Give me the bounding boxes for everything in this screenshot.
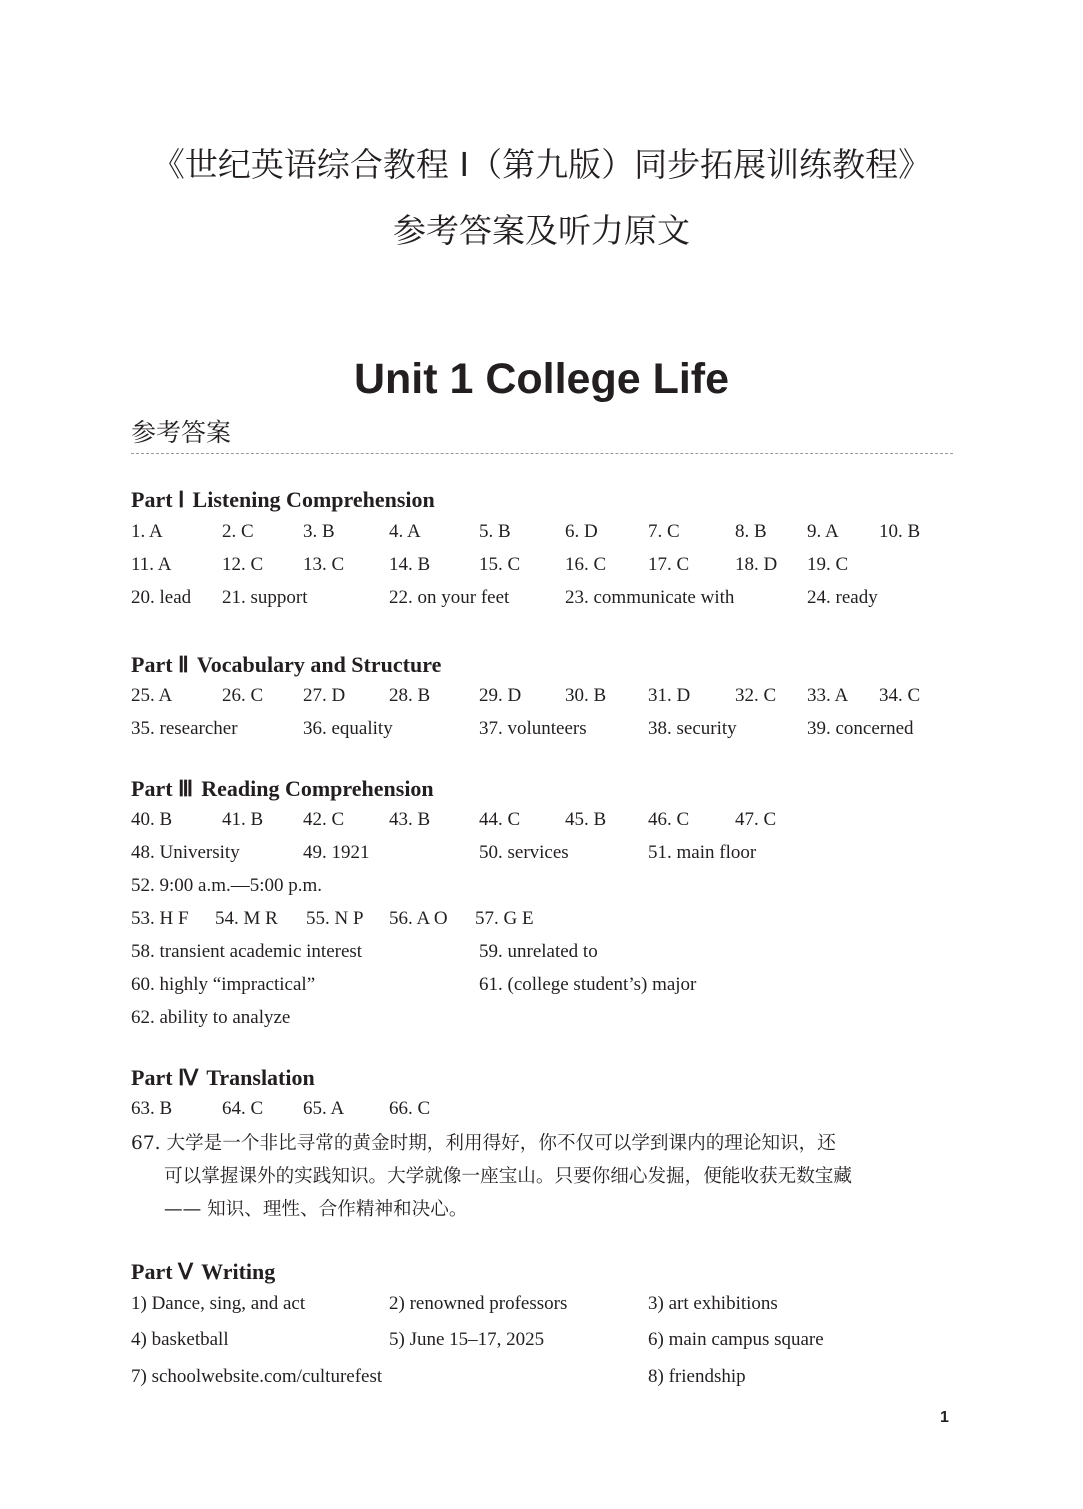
answer-item: 11. A bbox=[131, 554, 172, 575]
answer-item: 51. main floor bbox=[648, 842, 757, 863]
part-name: Vocabulary and Structure bbox=[196, 652, 442, 677]
answer-item: 35. researcher bbox=[131, 718, 238, 739]
answer-item: 14. B bbox=[389, 554, 431, 575]
answer-item: 34. C bbox=[879, 685, 921, 706]
answer-item: 24. ready bbox=[807, 587, 878, 608]
part-heading bbox=[131, 651, 441, 679]
answer-item: 23. communicate with bbox=[565, 587, 735, 608]
answer-item: 52. 9:00 a.m.—5:00 p.m. bbox=[131, 875, 323, 896]
section-divider bbox=[131, 453, 953, 454]
answer-item: 59. unrelated to bbox=[479, 941, 598, 962]
part-heading bbox=[131, 486, 435, 514]
answer-item: 39. concerned bbox=[807, 718, 914, 739]
answer-row bbox=[0, 584, 1083, 612]
answer-row bbox=[0, 938, 1083, 966]
answer-item: 47. C bbox=[735, 809, 777, 830]
main-title-line-2: 参考答案及听力原文 bbox=[393, 211, 690, 250]
answer-item: 20. lead bbox=[131, 587, 192, 608]
answer-item: 54. M R bbox=[215, 908, 278, 929]
answer-item: 56. A O bbox=[389, 908, 448, 929]
answer-item: 61. (college student’s) major bbox=[479, 974, 697, 995]
answer-item: 25. A bbox=[131, 685, 173, 706]
answer-item: 53. H F bbox=[131, 908, 189, 929]
answer-row bbox=[0, 715, 1083, 743]
answer-item: 37. volunteers bbox=[479, 718, 587, 739]
section-heading: 参考答案 bbox=[131, 418, 232, 447]
answer-item: 1. A bbox=[131, 521, 163, 542]
part-number: Part Ⅴ bbox=[131, 1259, 194, 1284]
part-number: Part Ⅱ bbox=[131, 652, 189, 677]
answer-item: 18. D bbox=[735, 554, 778, 575]
answer-row bbox=[0, 1095, 1083, 1123]
answer-item: 28. B bbox=[389, 685, 431, 706]
answer-item: 8) friendship bbox=[648, 1366, 746, 1387]
answer-item: 42. C bbox=[303, 809, 345, 830]
answer-item: 63. B bbox=[131, 1098, 173, 1119]
unit-title: Unit 1 College Life bbox=[353, 355, 730, 403]
answer-item: 49. 1921 bbox=[303, 842, 370, 863]
answer-item: 31. D bbox=[648, 685, 691, 706]
translation-line: 可以掌握课外的实践知识。大学就像一座宝山。只要你细心发掘，便能收获无数宝藏 bbox=[164, 1166, 852, 1187]
part-name: Translation bbox=[206, 1065, 315, 1090]
answer-item: 2. C bbox=[222, 521, 254, 542]
answer-item: 55. N P bbox=[306, 908, 364, 929]
translation-line: 67. 大学是一个非比寻常的黄金时期，利用得好，你不仅可以学到课内的理论知识，还 bbox=[131, 1133, 836, 1154]
answer-row bbox=[0, 872, 1083, 900]
answer-item: 4) basketball bbox=[131, 1329, 229, 1350]
answer-item: 33. A bbox=[807, 685, 849, 706]
answer-item: 38. security bbox=[648, 718, 737, 739]
part-number: Part Ⅲ bbox=[131, 776, 194, 801]
answer-item: 7) schoolwebsite.com/culturefest bbox=[131, 1366, 383, 1387]
answer-item: 4. A bbox=[389, 521, 421, 542]
answer-row bbox=[0, 682, 1083, 710]
answer-item: 48. University bbox=[131, 842, 240, 863]
answer-row bbox=[0, 839, 1083, 867]
answer-item: 50. services bbox=[479, 842, 569, 863]
answer-row bbox=[0, 971, 1083, 999]
answer-row bbox=[0, 518, 1083, 546]
answer-row bbox=[0, 1290, 1083, 1318]
answer-item: 43. B bbox=[389, 809, 431, 830]
answer-row bbox=[0, 1004, 1083, 1032]
answer-item: 1) Dance, sing, and act bbox=[131, 1293, 306, 1314]
answer-row bbox=[0, 1326, 1083, 1354]
answer-item: 64. C bbox=[222, 1098, 264, 1119]
answer-item: 19. C bbox=[807, 554, 849, 575]
translation-line: —— 知识、理性、合作精神和决心。 bbox=[164, 1199, 468, 1220]
answer-row bbox=[0, 1363, 1083, 1391]
answer-item: 3) art exhibitions bbox=[648, 1293, 778, 1314]
answer-item: 13. C bbox=[303, 554, 345, 575]
answer-item: 6) main campus square bbox=[648, 1329, 824, 1350]
answer-item: 15. C bbox=[479, 554, 521, 575]
answer-item: 45. B bbox=[565, 809, 607, 830]
part-number: Part Ⅰ bbox=[131, 487, 185, 512]
answer-row bbox=[0, 905, 1083, 933]
answer-item: 30. B bbox=[565, 685, 607, 706]
answer-item: 5. B bbox=[479, 521, 511, 542]
answer-item: 27. D bbox=[303, 685, 346, 706]
answer-item: 9. A bbox=[807, 521, 839, 542]
answer-item: 44. C bbox=[479, 809, 521, 830]
answer-item: 36. equality bbox=[303, 718, 393, 739]
answer-item: 46. C bbox=[648, 809, 690, 830]
answer-row bbox=[0, 551, 1083, 579]
main-title-line-1: 《世纪英语综合教程 I（第九版）同步拓展训练教程》 bbox=[151, 145, 932, 184]
answer-item: 57. G E bbox=[475, 908, 534, 929]
page-number: 1 bbox=[940, 1409, 949, 1426]
answer-item: 12. C bbox=[222, 554, 264, 575]
answer-item: 8. B bbox=[735, 521, 767, 542]
part-heading bbox=[131, 1258, 275, 1286]
answer-item: 32. C bbox=[735, 685, 777, 706]
part-name: Reading Comprehension bbox=[201, 776, 434, 801]
answer-row bbox=[0, 806, 1083, 834]
answer-item: 29. D bbox=[479, 685, 522, 706]
answer-item: 7. C bbox=[648, 521, 680, 542]
answer-item: 3. B bbox=[303, 521, 335, 542]
part-name: Listening Comprehension bbox=[192, 487, 435, 512]
answer-item: 10. B bbox=[879, 521, 921, 542]
part-number: Part Ⅳ bbox=[131, 1065, 199, 1090]
answer-item: 26. C bbox=[222, 685, 264, 706]
answer-item: 22. on your feet bbox=[389, 587, 510, 608]
answer-item: 6. D bbox=[565, 521, 598, 542]
part-heading bbox=[131, 1064, 315, 1092]
answer-item: 2) renowned professors bbox=[389, 1293, 568, 1314]
answer-item: 17. C bbox=[648, 554, 690, 575]
part-heading bbox=[131, 775, 434, 803]
answer-item: 58. transient academic interest bbox=[131, 941, 363, 962]
answer-item: 66. C bbox=[389, 1098, 431, 1119]
answer-item: 40. B bbox=[131, 809, 173, 830]
answer-item: 60. highly “impractical” bbox=[131, 974, 316, 995]
part-name: Writing bbox=[201, 1259, 276, 1284]
answer-item: 16. C bbox=[565, 554, 607, 575]
answer-item: 41. B bbox=[222, 809, 264, 830]
answer-item: 5) June 15–17, 2025 bbox=[389, 1329, 545, 1350]
answer-item: 21. support bbox=[222, 587, 308, 608]
answer-item: 62. ability to analyze bbox=[131, 1007, 291, 1028]
translation-answer bbox=[131, 1127, 955, 1226]
answer-item: 65. A bbox=[303, 1098, 345, 1119]
